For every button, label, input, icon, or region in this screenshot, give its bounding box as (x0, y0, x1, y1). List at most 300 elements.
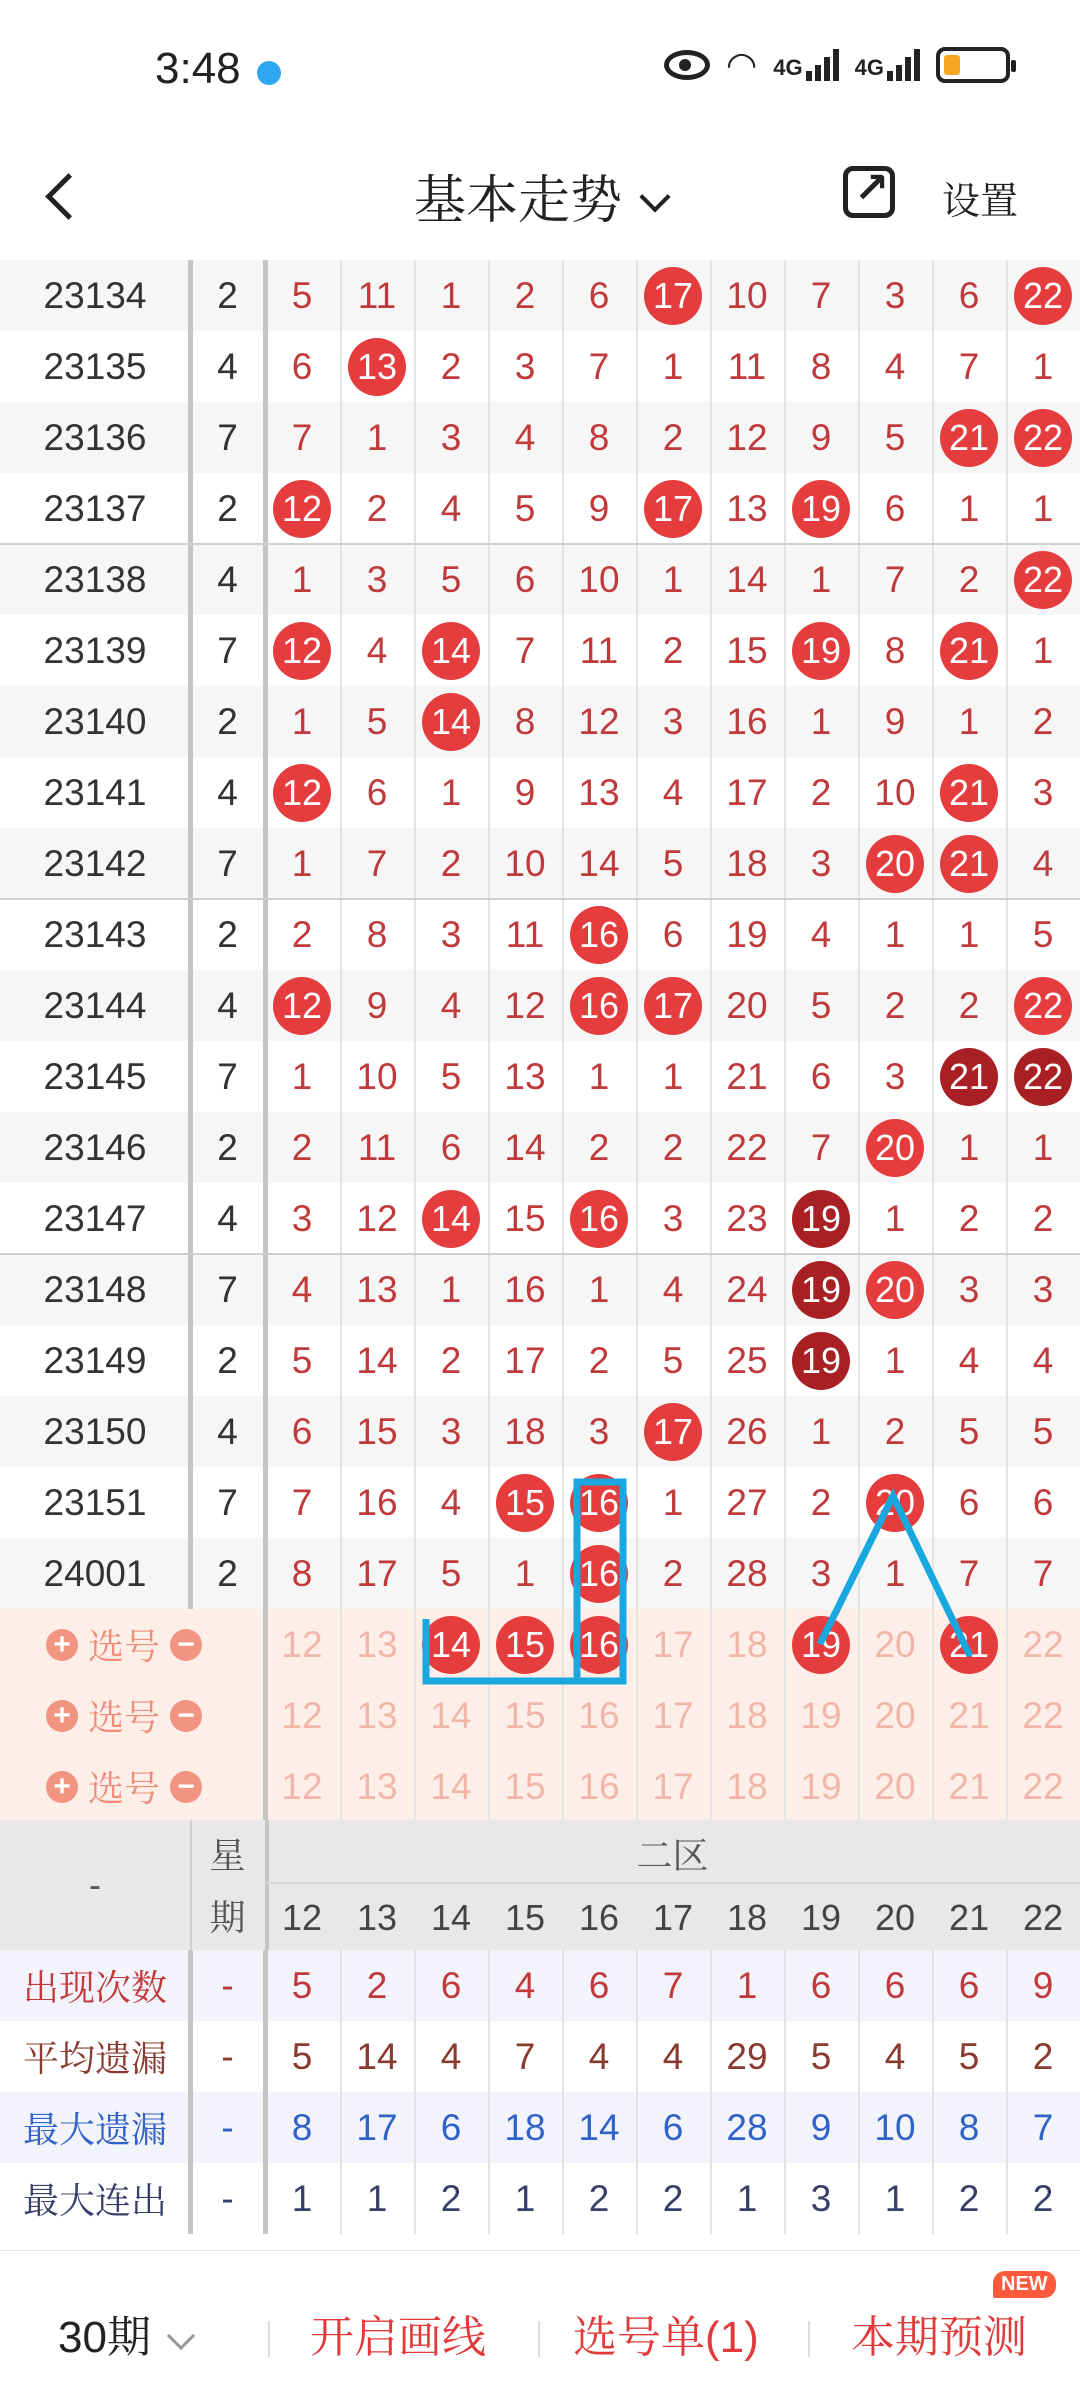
number-cell: 5 (440, 558, 462, 600)
row-group-divider (0, 1253, 1080, 1255)
hit-ball: 22 (1014, 551, 1072, 609)
number-cell: 16 (504, 1268, 546, 1310)
number-cell: 6 (810, 1055, 832, 1097)
week-header-bottom: 期 (209, 1897, 246, 1938)
number-cell: 14 (356, 1339, 398, 1381)
number-cell: 12 (504, 984, 546, 1026)
stats-value: 5 (291, 1964, 313, 2006)
select-number-cell[interactable]: 18 (726, 1765, 768, 1807)
number-cell: 24 (726, 1268, 768, 1310)
number-cell: 10 (726, 274, 768, 316)
column-header: 14 (430, 1896, 472, 1938)
number-cell: 4 (958, 1339, 980, 1381)
divider (858, 260, 860, 1822)
select-number-cell[interactable]: 21 (948, 1694, 990, 1736)
number-cell: 10 (504, 842, 546, 884)
divider (932, 1950, 934, 2234)
number-cell: 10 (356, 1055, 398, 1097)
stats-value: 10 (874, 2106, 916, 2148)
select-number-cell[interactable]: 19 (800, 1765, 842, 1807)
number-cell: 4 (291, 1268, 313, 1310)
selected-ball: 21 (940, 1616, 998, 1674)
stats-value: 4 (514, 1964, 536, 2006)
select-number-cell[interactable]: 14 (430, 1765, 472, 1807)
select-number-cell[interactable]: 17 (652, 1694, 694, 1736)
period-cell: 23137 (43, 487, 147, 529)
number-cell (784, 473, 858, 544)
number-cell: 5 (810, 984, 832, 1026)
week-cell: 4 (217, 345, 238, 387)
select-number-cell[interactable]: 22 (1022, 1623, 1064, 1665)
hit-ball: 22 (1014, 1048, 1072, 1106)
number-cell (414, 1183, 488, 1254)
wifi-icon: ◠ (725, 44, 758, 85)
select-number-cell[interactable]: 16 (578, 1694, 620, 1736)
number-cell: 1 (291, 842, 313, 884)
column-header: 19 (800, 1896, 842, 1938)
hit-ball: 16 (570, 977, 628, 1035)
divider (710, 260, 712, 1822)
select-number-cell[interactable]: 15 (504, 1694, 546, 1736)
number-cell: 2 (884, 1410, 906, 1452)
table-row (0, 686, 1080, 757)
select-number-cell[interactable] (562, 1609, 636, 1680)
stats-value: 4 (588, 2035, 610, 2077)
period-cell: 23149 (43, 1339, 147, 1381)
number-cell: 15 (726, 629, 768, 671)
number-cell: 14 (578, 842, 620, 884)
number-cell (636, 260, 710, 331)
number-cell: 7 (958, 1552, 980, 1594)
number-cell: 19 (726, 913, 768, 955)
hit-ball: 21 (940, 835, 998, 893)
number-cell: 1 (1032, 629, 1054, 671)
number-cell: 18 (504, 1410, 546, 1452)
number-cell: 5 (958, 1410, 980, 1452)
stats-value: 2 (1032, 2177, 1054, 2219)
select-number-cell[interactable]: 13 (356, 1623, 398, 1665)
stats-value: 6 (810, 1964, 832, 2006)
stats-value: 6 (884, 1964, 906, 2006)
stats-value: 3 (810, 2177, 832, 2219)
stats-value: 2 (662, 2177, 684, 2219)
number-cell: 1 (588, 1268, 610, 1310)
select-number-cell[interactable] (488, 1609, 562, 1680)
number-cell: 26 (726, 1410, 768, 1452)
number-cell (784, 615, 858, 686)
number-cell: 5 (366, 700, 388, 742)
number-cell: 9 (366, 984, 388, 1026)
pick-list-button[interactable]: 选号单(1) (573, 2313, 759, 2362)
period-cell: 23151 (43, 1481, 147, 1523)
number-cell: 3 (366, 558, 388, 600)
column-header: 20 (874, 1896, 916, 1938)
number-cell: 2 (588, 1339, 610, 1381)
week-cell: 7 (217, 629, 238, 671)
number-cell: 1 (366, 416, 388, 458)
number-cell: 1 (440, 771, 462, 813)
divider (562, 260, 564, 1822)
number-cell: 1 (958, 487, 980, 529)
number-cell (784, 1183, 858, 1254)
hit-ball: 13 (348, 338, 406, 396)
stats-week-dash: - (221, 2177, 234, 2219)
number-cell (265, 970, 339, 1041)
number-cell: 2 (810, 1481, 832, 1523)
column-header: 12 (281, 1896, 323, 1938)
number-cell (414, 615, 488, 686)
number-cell (932, 615, 1006, 686)
number-cell: 5 (291, 274, 313, 316)
hit-ball: 12 (273, 480, 331, 538)
stats-value: 1 (366, 2177, 388, 2219)
number-cell: 2 (440, 1339, 462, 1381)
number-cell: 3 (440, 913, 462, 955)
stats-value: 29 (726, 2035, 768, 2077)
share-icon[interactable] (843, 166, 895, 218)
minus-icon[interactable]: − (170, 1771, 202, 1803)
status-bar (0, 0, 1080, 130)
stats-value: 5 (958, 2035, 980, 2077)
stats-value: 1 (736, 2177, 758, 2219)
select-number-cell[interactable]: 13 (356, 1694, 398, 1736)
number-cell (1006, 970, 1080, 1041)
stats-week-dash: - (221, 2106, 234, 2148)
week-cell: 4 (217, 1410, 238, 1452)
divider (784, 1950, 786, 2234)
hit-ball: 12 (273, 622, 331, 680)
hit-ball: 16 (570, 1474, 628, 1532)
minus-icon[interactable]: − (170, 1629, 202, 1661)
number-cell: 1 (884, 1197, 906, 1239)
number-cell: 3 (884, 274, 906, 316)
number-cell: 15 (356, 1410, 398, 1452)
period-cell: 23142 (43, 842, 147, 884)
divider (636, 260, 638, 1822)
number-cell: 8 (291, 1552, 313, 1594)
number-cell: 16 (356, 1481, 398, 1523)
number-cell: 5 (291, 1339, 313, 1381)
period-cell: 23148 (43, 1268, 147, 1310)
number-cell: 10 (874, 771, 916, 813)
number-cell: 9 (884, 700, 906, 742)
number-cell: 2 (662, 629, 684, 671)
stats-label: 出现次数 (22, 1967, 167, 2008)
divider (188, 260, 193, 1609)
number-cell (562, 1183, 636, 1254)
number-cell (488, 1467, 562, 1538)
number-cell (1006, 544, 1080, 615)
number-cell: 1 (884, 1339, 906, 1381)
hit-ball: 17 (644, 1403, 702, 1461)
title-bar (0, 130, 1080, 260)
week-cell: 7 (217, 1481, 238, 1523)
number-cell (562, 899, 636, 970)
number-cell: 13 (726, 487, 768, 529)
number-cell: 13 (504, 1055, 546, 1097)
number-cell (932, 757, 1006, 828)
select-number-cell[interactable]: 18 (726, 1694, 768, 1736)
number-cell: 3 (810, 1552, 832, 1594)
stats-week-dash: - (221, 1964, 234, 2006)
number-cell: 22 (726, 1126, 768, 1168)
table-row (0, 1254, 1080, 1325)
period-cell: 23150 (43, 1410, 147, 1452)
draw-line-button[interactable]: 开启画线 (310, 2313, 486, 2362)
select-number-cell[interactable]: 19 (800, 1694, 842, 1736)
number-cell: 11 (357, 274, 397, 316)
zone-header: 二区 (636, 1835, 709, 1876)
number-cell: 12 (356, 1197, 398, 1239)
period-cell: 24001 (43, 1552, 147, 1594)
hit-ball: 21 (940, 622, 998, 680)
table-row (0, 331, 1080, 402)
number-cell: 2 (810, 771, 832, 813)
select-number-cell[interactable]: 12 (281, 1765, 323, 1807)
select-number-cell[interactable]: 16 (578, 1765, 620, 1807)
select-number-cell[interactable]: 12 (281, 1694, 323, 1736)
stats-header (0, 1820, 1080, 1950)
number-cell: 3 (440, 1410, 462, 1452)
column-header: 16 (578, 1896, 620, 1938)
number-cell: 8 (588, 416, 610, 458)
settings-button[interactable]: 设置 (942, 181, 1019, 223)
period-count-button[interactable]: 30期 (58, 2301, 191, 2365)
number-cell: 1 (958, 1126, 980, 1168)
number-cell: 11 (727, 345, 767, 387)
number-cell: 4 (884, 345, 906, 387)
status-time: 3:48 (155, 44, 241, 93)
week-cell: 2 (217, 1126, 238, 1168)
hit-ball: 19 (792, 1332, 850, 1390)
number-cell: 1 (810, 700, 832, 742)
number-cell: 15 (504, 1197, 546, 1239)
number-cell: 2 (1032, 1197, 1054, 1239)
eye-icon (664, 50, 710, 80)
select-number-cell[interactable] (414, 1609, 488, 1680)
number-cell (636, 970, 710, 1041)
number-cell: 2 (440, 842, 462, 884)
select-number-cell[interactable]: 15 (504, 1765, 546, 1807)
number-cell: 1 (958, 913, 980, 955)
plus-icon[interactable]: + (46, 1629, 78, 1661)
stats-value: 1 (736, 1964, 758, 2006)
hit-ball: 19 (792, 480, 850, 538)
divider (710, 1950, 712, 2234)
stats-value: 2 (366, 1964, 388, 2006)
number-cell: 4 (662, 771, 684, 813)
plus-icon[interactable]: + (46, 1771, 78, 1803)
week-header-top: 星 (209, 1835, 246, 1876)
hit-ball: 12 (273, 977, 331, 1035)
predict-button[interactable]: 本期预测 (851, 2313, 1027, 2362)
hit-ball: 16 (570, 906, 628, 964)
number-cell (562, 970, 636, 1041)
number-cell: 3 (662, 1197, 684, 1239)
bottom-bar (0, 2250, 1080, 2400)
hit-ball: 17 (644, 977, 702, 1035)
divider (784, 260, 786, 1822)
number-cell: 6 (662, 913, 684, 955)
number-cell: 11 (579, 629, 619, 671)
column-header: 15 (504, 1896, 546, 1938)
column-header: 17 (652, 1896, 694, 1938)
number-cell: 4 (440, 1481, 462, 1523)
number-cell: 25 (726, 1339, 768, 1381)
number-cell: 10 (578, 558, 620, 600)
week-cell: 2 (217, 913, 238, 955)
number-cell (340, 331, 414, 402)
select-number-cell[interactable]: 21 (948, 1765, 990, 1807)
column-header: 13 (356, 1896, 398, 1938)
stats-value: 28 (726, 2106, 768, 2148)
stats-value: 5 (810, 2035, 832, 2077)
number-cell (784, 1254, 858, 1325)
number-cell: 4 (662, 1268, 684, 1310)
number-cell: 14 (504, 1126, 546, 1168)
divider (263, 260, 268, 1822)
select-number-cell[interactable]: 20 (874, 1694, 916, 1736)
select-number-cell[interactable]: 17 (652, 1765, 694, 1807)
hit-ball: 17 (644, 480, 702, 538)
period-cell: 23144 (43, 984, 147, 1026)
stats-value: 9 (1032, 1964, 1054, 2006)
number-cell (265, 757, 339, 828)
stats-value: 2 (588, 2177, 610, 2219)
week-cell: 4 (217, 1197, 238, 1239)
number-cell: 2 (958, 984, 980, 1026)
number-cell (265, 615, 339, 686)
number-cell: 5 (440, 1055, 462, 1097)
week-cell: 2 (217, 1552, 238, 1594)
number-cell: 3 (440, 416, 462, 458)
number-cell: 12 (726, 416, 768, 458)
select-number-cell[interactable]: 22 (1022, 1694, 1064, 1736)
number-cell: 2 (291, 913, 313, 955)
signal-icon-1: 4G (773, 49, 838, 81)
stats-value: 1 (514, 2177, 536, 2219)
stats-label: 平均遗漏 (22, 2038, 167, 2079)
battery-icon (936, 47, 1010, 83)
week-cell: 7 (217, 1055, 238, 1097)
number-cell: 2 (662, 1126, 684, 1168)
table-row (0, 1396, 1080, 1467)
table-row (0, 757, 1080, 828)
number-cell: 9 (514, 771, 536, 813)
number-cell: 4 (514, 416, 536, 458)
divider (858, 1950, 860, 2234)
hit-ball: 19 (792, 622, 850, 680)
number-cell: 6 (440, 1126, 462, 1168)
number-cell: 7 (884, 558, 906, 600)
table-row (0, 402, 1080, 473)
plus-icon[interactable]: + (46, 1700, 78, 1732)
number-cell (858, 1467, 932, 1538)
table-row (0, 1041, 1080, 1112)
number-cell: 17 (504, 1339, 546, 1381)
number-cell: 8 (810, 345, 832, 387)
number-cell: 12 (578, 700, 620, 742)
number-cell: 2 (514, 274, 536, 316)
hit-ball: 22 (1014, 977, 1072, 1035)
number-cell: 13 (356, 1268, 398, 1310)
number-cell: 1 (514, 1552, 536, 1594)
stats-value: 18 (504, 2106, 546, 2148)
table-row (0, 473, 1080, 544)
divider (488, 260, 490, 1822)
divider (263, 1950, 268, 2234)
hit-ball: 19 (792, 1261, 850, 1319)
hit-ball: 12 (273, 764, 331, 822)
number-cell: 3 (291, 1197, 313, 1239)
hit-ball: 22 (1014, 267, 1072, 325)
select-number-cell[interactable]: 18 (726, 1623, 768, 1665)
hit-ball: 16 (570, 1545, 628, 1603)
selection-label-text: 选号 (88, 1768, 161, 1809)
number-cell: 6 (514, 558, 536, 600)
select-number-cell[interactable] (784, 1609, 858, 1680)
number-cell: 8 (366, 913, 388, 955)
table-row (0, 544, 1080, 615)
number-cell: 2 (588, 1126, 610, 1168)
number-cell: 1 (810, 1410, 832, 1452)
stats-label: 最大连出 (22, 2180, 167, 2221)
page-title[interactable] (0, 158, 1080, 233)
period-cell: 23135 (43, 345, 147, 387)
select-number-cell[interactable]: 14 (430, 1694, 472, 1736)
selection-label (46, 1609, 202, 1680)
hit-ball: 21 (940, 1048, 998, 1106)
divider (188, 1950, 193, 2234)
stats-value: 6 (662, 2106, 684, 2148)
number-cell (1006, 402, 1080, 473)
column-header: 18 (726, 1896, 768, 1938)
select-number-cell[interactable]: 13 (356, 1765, 398, 1807)
minus-icon[interactable]: − (170, 1700, 202, 1732)
stats-label: 最大遗漏 (22, 2109, 167, 2150)
selected-ball: 14 (422, 1616, 480, 1674)
hit-ball: 15 (496, 1474, 554, 1532)
stats-value: 4 (440, 2035, 462, 2077)
number-cell (1006, 260, 1080, 331)
number-cell: 6 (958, 274, 980, 316)
number-cell: 7 (291, 1481, 313, 1523)
period-cell: 23145 (43, 1055, 147, 1097)
column-header: 21 (948, 1896, 990, 1938)
week-cell: 2 (217, 700, 238, 742)
week-cell: 4 (217, 558, 238, 600)
divider (414, 260, 416, 1822)
number-cell: 1 (588, 1055, 610, 1097)
number-cell: 6 (1032, 1481, 1054, 1523)
stats-value: 2 (440, 2177, 462, 2219)
number-cell: 8 (884, 629, 906, 671)
select-number-cell[interactable]: 12 (281, 1623, 323, 1665)
select-number-cell[interactable]: 20 (874, 1623, 916, 1665)
selected-ball: 15 (496, 1616, 554, 1674)
select-number-cell[interactable] (932, 1609, 1006, 1680)
table-row (0, 1538, 1080, 1609)
number-cell: 3 (1032, 1268, 1054, 1310)
divider (636, 1950, 638, 2234)
period-cell: 23146 (43, 1126, 147, 1168)
select-number-cell[interactable]: 20 (874, 1765, 916, 1807)
select-number-cell[interactable]: 17 (652, 1623, 694, 1665)
number-cell: 6 (291, 1410, 313, 1452)
week-cell: 7 (217, 1268, 238, 1310)
select-number-cell[interactable]: 22 (1022, 1765, 1064, 1807)
period-cell: 23134 (43, 274, 147, 316)
